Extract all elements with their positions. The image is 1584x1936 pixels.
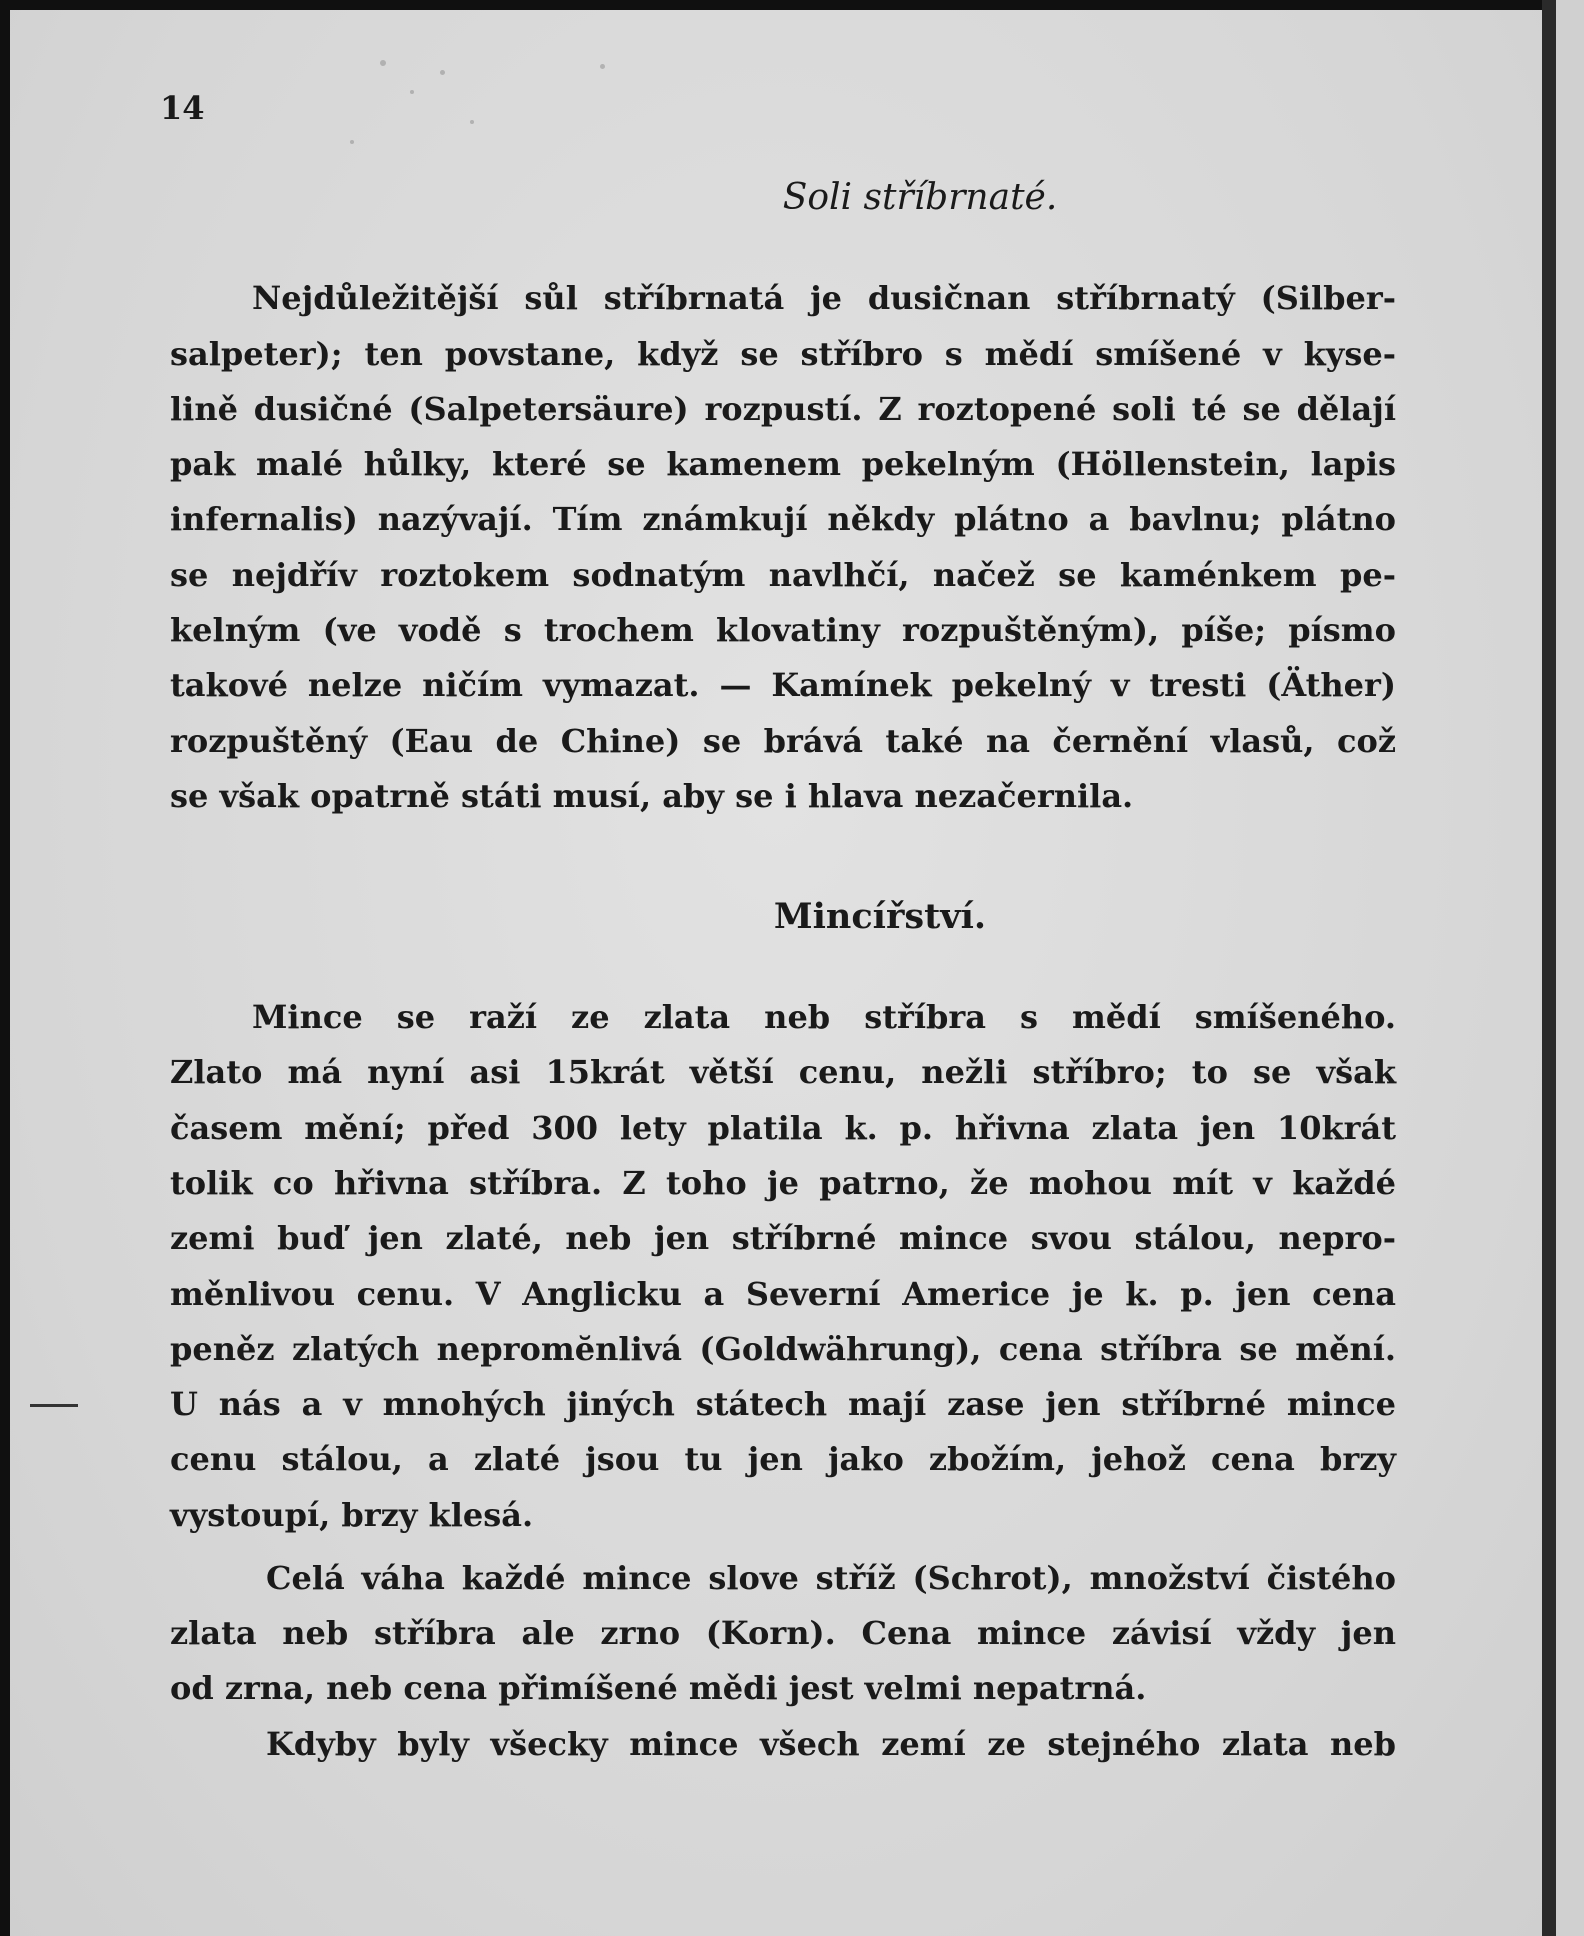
paragraph-line: takové nelze ničím vymazat. — Kamínek pekelný v tresti (Äther) — [170, 666, 1396, 704]
paragraph-line: lině dusičné (Salpetersäure) rozpustí. Z roztopené soli té se dělají — [170, 390, 1396, 428]
scan-speckle — [440, 70, 445, 75]
section-title-minting: Mincířství. — [773, 896, 987, 937]
paragraph-line: cenu stálou, a zlaté jsou tu jen jako zbožím, jehož cena brzy — [170, 1440, 1396, 1478]
paragraph-line: zemi buď jen zlaté, neb jen stříbrné mince svou stálou, nepro- — [170, 1219, 1396, 1257]
scan-speckle — [600, 64, 605, 69]
scan-speckle — [350, 140, 354, 144]
paragraph-line: kelným (ve vodě s trochem klovatiny rozpuštěným), píše; písmo — [170, 611, 1396, 649]
paragraph-line: Kdyby byly všecky mince všech zemí ze stejného zlata neb — [266, 1725, 1396, 1763]
adjacent-page-strip — [1556, 0, 1584, 1936]
paragraph-line: se však opatrně státi musí, aby se i hlava nezačernila. — [170, 777, 1134, 815]
paragraph-line: se nejdřív roztokem sodnatým navlhčí, načež se kaménkem pe- — [170, 556, 1396, 594]
page-edge-shadow — [1542, 0, 1556, 1936]
paragraph-line: Zlato má nyní asi 15krát větší cenu, nežli stříbro; to se však — [170, 1053, 1396, 1091]
paragraph-line: Celá váha každé mince slove stříž (Schrot), množství čistého — [266, 1559, 1396, 1597]
paragraph-line: rozpuštěný (Eau de Chine) se brává také na černění vlasů, což — [170, 722, 1396, 760]
margin-mark — [30, 1404, 78, 1407]
paragraph-line: od zrna, neb cena přimíšené mědi jest velmi nepatrná. — [170, 1669, 1147, 1707]
paragraph-line: tolik co hřivna stříbra. Z toho je patrno, že mohou mít v každé — [170, 1164, 1396, 1202]
paragraph-line: Mince se raží ze zlata neb stříbra s mědí smíšeného. — [252, 998, 1396, 1036]
paragraph-line: vystoupí, brzy klesá. — [170, 1496, 534, 1534]
scan-speckle — [470, 120, 474, 124]
page-number: 14 — [160, 89, 205, 127]
paragraph-line: infernalis) nazývají. Tím známkují někdy plátno a bavlnu; plátno — [170, 500, 1396, 538]
paragraph-line: salpeter); ten povstane, když se stříbro s mědí smíšené v kyse- — [170, 335, 1396, 373]
paragraph-line: Nejdůležitější sůl stříbrnatá je dusičnan stříbrnatý (Silber- — [252, 279, 1396, 317]
paragraph-line: U nás a v mnohých jiných státech mají zase jen stříbrné mince — [170, 1385, 1396, 1423]
scan-speckle — [380, 60, 386, 66]
section-title-silver-salts: Soli stříbrnaté. — [782, 177, 1058, 218]
paragraph-line: časem mění; před 300 lety platila k. p. hřivna zlata jen 10krát — [170, 1109, 1396, 1147]
paragraph-line: měnlivou cenu. V Anglicku a Severní Americe je k. p. jen cena — [170, 1275, 1396, 1313]
paragraph-line: zlata neb stříbra ale zrno (Korn). Cena mince závisí vždy jen — [170, 1614, 1396, 1652]
paragraph-line: peněz zlatých nepromĕnlivá (Goldwährung), cena stříbra se mění. — [170, 1330, 1396, 1368]
paragraph-line: pak malé hůlky, které se kamenem pekelným (Höllenstein, lapis — [170, 445, 1396, 483]
scan-speckle — [410, 90, 414, 94]
